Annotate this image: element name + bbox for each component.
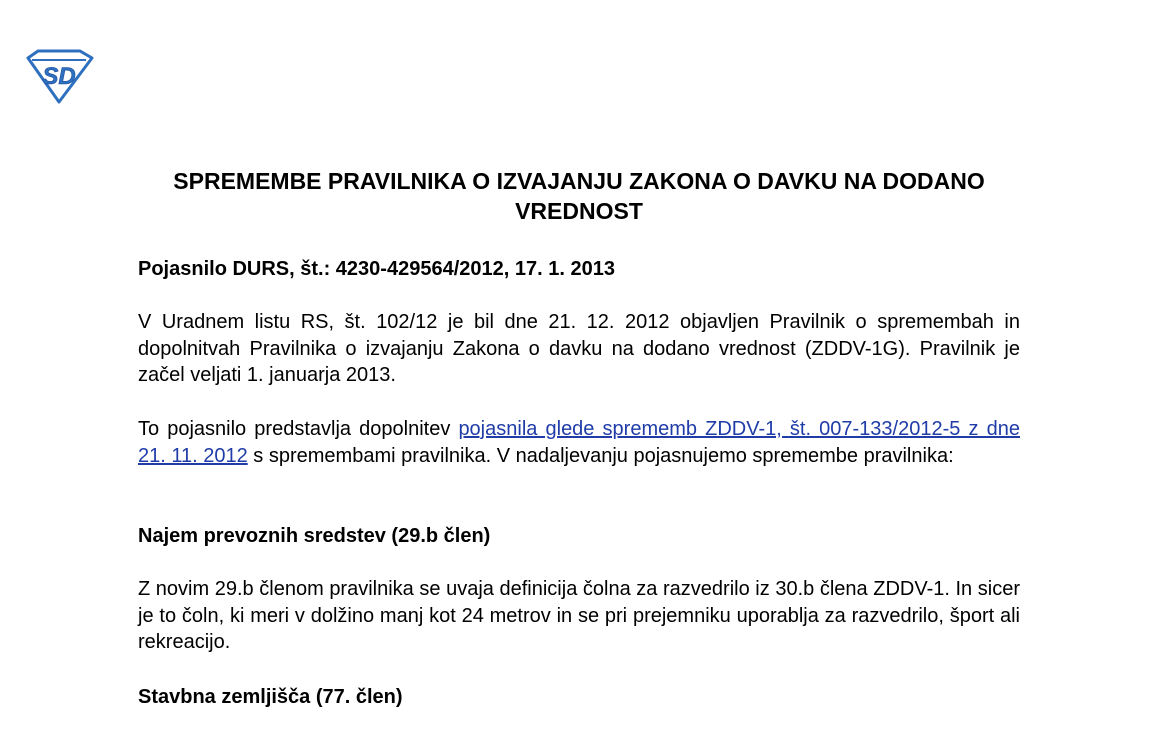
- sd-diamond-logo-icon: [22, 48, 96, 104]
- document-reference: Pojasnilo DURS, št.: 4230-429564/2012, 17. 1. 2013: [138, 258, 615, 280]
- second-paragraph-tail: s spremembami pravilnika. V nadaljevanju pojasnujemo spremembe pravilnika:: [247, 444, 954, 467]
- second-paragraph: [138, 416, 1020, 469]
- page-title: SPREMEMBE PRAVILNIKA O IZVAJANJU ZAKONA O DAVKU NA DODANO VREDNOST: [173, 168, 985, 224]
- section-body: Z novim 29.b členom pravilnika se uvaja definicija čolna za razvedrilo iz 30.b člena ZDDV-1. In sicer je to čoln, ki meri v dolžino manj kot 24 metrov in se pri prejemniku uporablja za razvedrilo, šport ali rekreacijo.: [138, 578, 1020, 653]
- intro-paragraph: V Uradnem listu RS, št. 102/12 je bil dne 21. 12. 2012 objavljen Pravilnik o spremembah in dopolnitvah Pravilnika o izvajanju Zakona o davku na dodano vrednost (ZDDV-1G). Pravilnik je začel veljati 1. januarja 2013.: [138, 311, 1020, 386]
- sd-logo: [22, 48, 96, 104]
- section-heading: Stavbna zemljišča (77. člen): [138, 686, 403, 708]
- section-heading: Najem prevoznih sredstev (29.b člen): [138, 525, 491, 547]
- logo-text: SD: [42, 63, 76, 90]
- second-paragraph-lead: To pojasnilo predstavlja dopolnitev: [138, 418, 459, 440]
- reference-link[interactable]: pojasnila glede sprememb ZDDV-1, št. 007-133/2012-5 z dne 21. 11. 2012: [138, 418, 1020, 467]
